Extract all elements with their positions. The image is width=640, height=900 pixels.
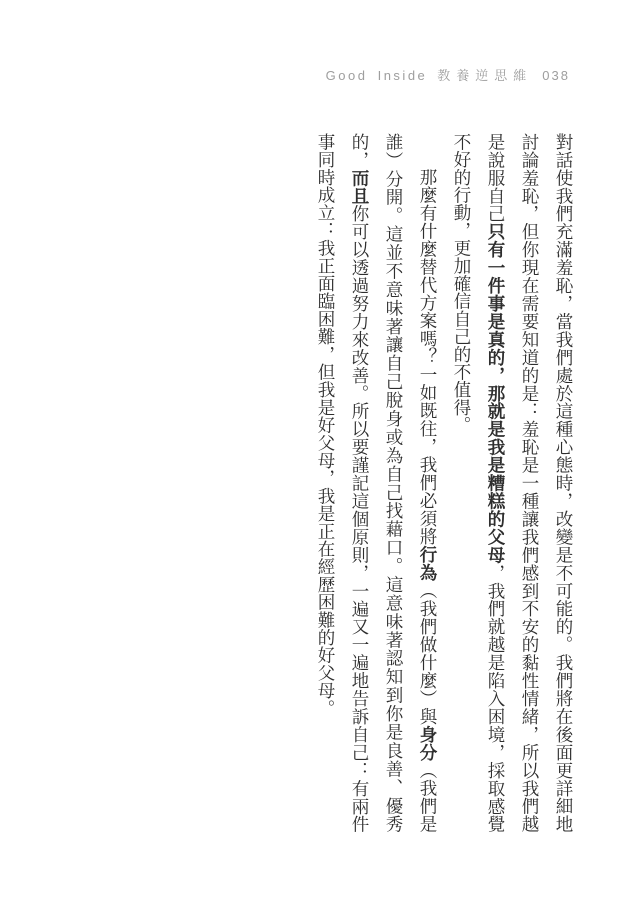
text-run: （我們做什麼）與 bbox=[418, 581, 438, 726]
book-title-english: Good Inside bbox=[325, 68, 428, 83]
book-title-chinese: 教養逆思維 bbox=[437, 68, 533, 83]
emphasized-text-run: 只有一件事是真的，那就是我是糟糕的父母 bbox=[486, 222, 506, 564]
text-run: （我們是誰）分開。這並不意味著讓自己脫身或為自己找藉口。這意味著認知到你是良善、優秀的， bbox=[350, 133, 438, 833]
text-run: ，我們就越是陷入困境，採取感覺不好的行動，更加確信自己的不值得。 bbox=[452, 133, 506, 834]
body-text bbox=[309, 133, 581, 833]
emphasized-text-run: 行為 bbox=[418, 545, 438, 582]
page-number: 038 bbox=[542, 68, 570, 83]
running-head bbox=[326, 65, 570, 84]
text-run: 你可以透過努力來改善。所以要謹記這個原則，一遍又一遍地告訴自己：有兩件事同時成立：我正面臨困難，但我是好父母，我是正在經歷困難的好父母。 bbox=[316, 133, 370, 834]
emphasized-text-run: 身分 bbox=[418, 725, 438, 762]
text-run: 那麼有什麼替代方案嗎？一如既往，我們必須將 bbox=[418, 168, 438, 546]
text-run: 對話使我們充滿羞恥，當我們處於這種心態時，改變是不可能的。我們將在後面更詳細地討論羞恥，但你現在需要知道的是：羞恥是一種讓我們感到不安的黏性情緒，所以我們越是說服自己 bbox=[486, 133, 574, 833]
paragraph bbox=[309, 133, 445, 833]
emphasized-text-run: 而且 bbox=[350, 168, 370, 205]
paragraph bbox=[445, 133, 581, 833]
